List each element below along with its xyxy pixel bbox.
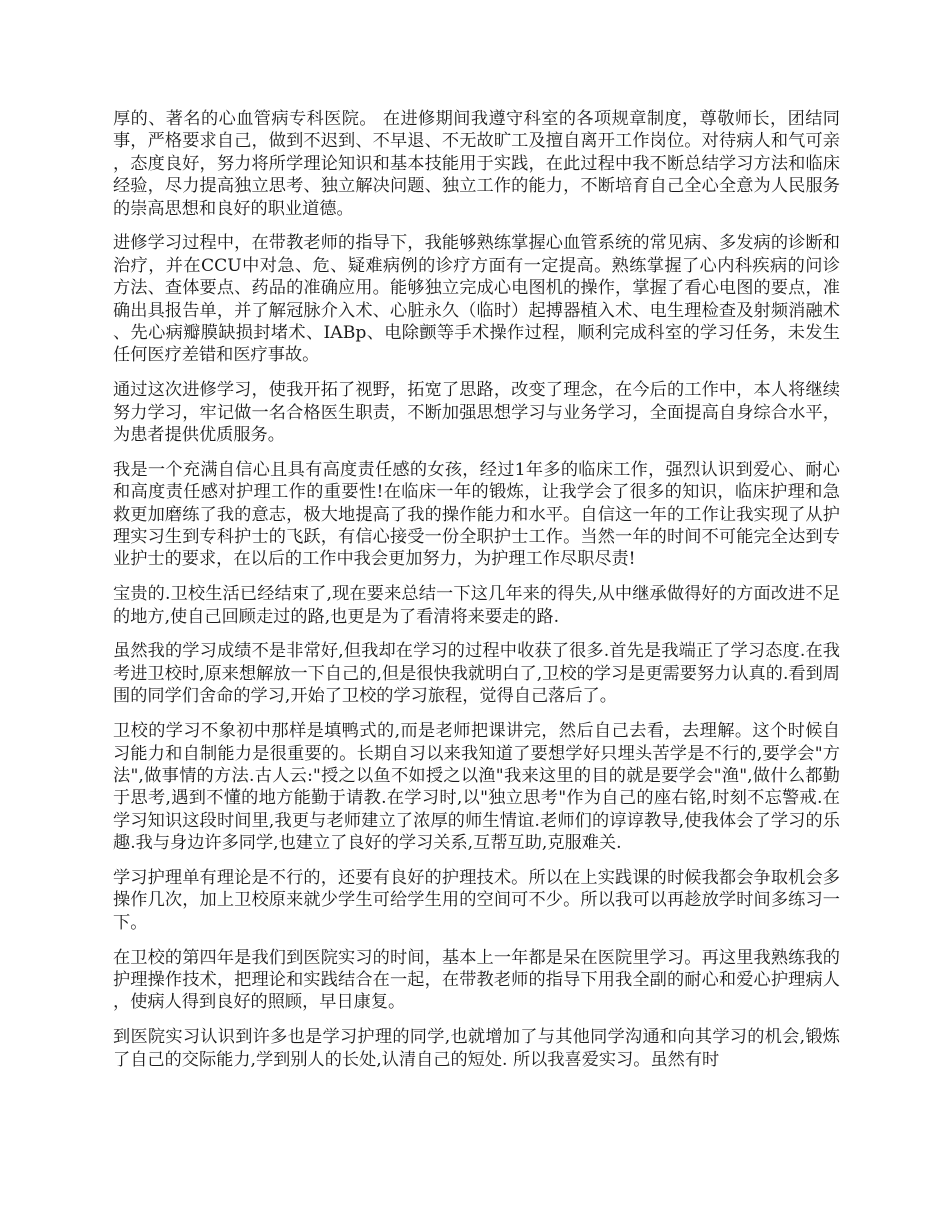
paragraph-7: 卫校的学习不象初中那样是填鸭式的,而是老师把课讲完，然后自己去看，去理解。这个时候自习能力和自制能力是很重要的。长期自习以来我知道了要想学好只埋头苦学是不行的,要学会"方法",做事情的方法.古人云:"授之以鱼不如授之以渔"我来这里的目的就是要学会"渔",做什么都勤于思考,遇到不懂的地方能勤于请教.在学习时,以"独立思考"作为自己的座右铭,时刻不忘警戒.在学习知识这段时间里,我更与老师建立了浓厚的师生情谊.老师们的谆谆教导,使我体会了学习的乐趣.我与身边许多同学,也建立了良好的学习关系,互帮互助,克服难关. bbox=[113, 721, 840, 854]
paragraph-2: 进修学习过程中，在带教老师的指导下，我能够熟练掌握心血管系统的常见病、多发病的诊断和治疗，并在CCU中对急、危、疑难病例的诊疗方面有一定提高。熟练掌握了心内科疾病的问诊方法、查体要点、药品的准确应用。能够独立完成心电图机的操作，掌握了看心电图的要点，准确出具报告单，并了解冠脉介入术、心脏永久（临时）起搏器植入术、电生理检查及射频消融术、先心病瓣膜缺损封堵术、IABp、电除颤等手术操作过程，顺利完成科室的学习任务，未发生任何医疗差错和医疗事故。 bbox=[113, 233, 840, 366]
paragraph-3: 通过这次进修学习，使我开拓了视野，拓宽了思路，改变了理念，在今后的工作中，本人将继续努力学习，牢记做一名合格医生职责，不断加强思想学习与业务学习，全面提高自身综合水平，为患者提供优质服务。 bbox=[113, 380, 840, 446]
paragraph-4: 我是一个充满自信心且具有高度责任感的女孩，经过1年多的临床工作，强烈认识到爱心、耐心和高度责任感对护理工作的重要性!在临床一年的锻炼，让我学会了很多的知识，临床护理和急救更加磨练了我的意志，极大地提高了我的操作能力和水平。自信这一年的工作让我实现了从护理实习生到专科护士的飞跃，有信心接受一份全职护士工作。当然一年的时间不可能完全达到专业护士的要求，在以后的工作中我会更加努力，为护理工作尽职尽责! bbox=[113, 459, 840, 570]
paragraph-5: 宝贵的.卫校生活已经结束了,现在要来总结一下这几年来的得失,从中继承做得好的方面改进不足的地方,使自己回顾走过的路,也更是为了看清将来要走的路. bbox=[113, 584, 840, 627]
paragraph-8: 学习护理单有理论是不行的，还要有良好的护理技术。所以在上实践课的时候我都会争取机会多操作几次，加上卫校原来就少学生可给学生用的空间可不少。所以我可以再趁放学时间多练习一下。 bbox=[113, 867, 840, 933]
paragraph-10: 到医院实习认识到许多也是学习护理的同学,也就增加了与其他同学沟通和向其学习的机会,锻炼了自己的交际能力,学到别人的长处,认清自己的短处. 所以我喜爱实习。虽然有时 bbox=[113, 1027, 840, 1070]
paragraph-9: 在卫校的第四年是我们到医院实习的时间，基本上一年都是呆在医院里学习。再这里我熟练我的护理操作技术，把理论和实践结合在一起，在带教老师的指导下用我全副的耐心和爱心护理病人，使病人得到良好的照顾，早日康复。 bbox=[113, 947, 840, 1013]
paragraph-6: 虽然我的学习成绩不是非常好,但我却在学习的过程中收获了很多.首先是我端正了学习态度.在我考进卫校时,原来想解放一下自己的,但是很快我就明白了,卫校的学习是更需要努力认真的.看到周围的同学们舍命的学习,开始了卫校的学习旅程，觉得自己落后了。 bbox=[113, 641, 840, 707]
paragraph-1: 厚的、著名的心血管病专科医院。 在进修期间我遵守科室的各项规章制度，尊敬师长，团结同事，严格要求自己，做到不迟到、不早退、不无故旷工及擅自离开工作岗位。对待病人和气可亲，态度良好，努力将所学理论知识和基本技能用于实践，在此过程中我不断总结学习方法和临床经验，尽力提高独立思考、独立解决问题、独立工作的能力，不断培育自己全心全意为人民服务的崇高思想和良好的职业道德。 bbox=[113, 109, 840, 219]
document-body bbox=[113, 108, 840, 1083]
